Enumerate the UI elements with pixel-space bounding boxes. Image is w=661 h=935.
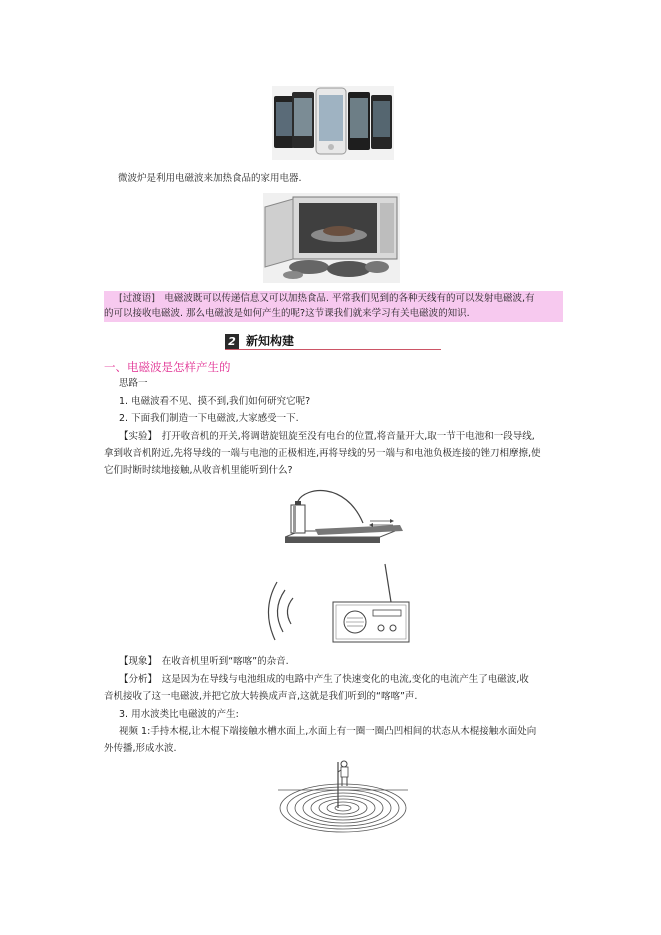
question-1: 1. 电磁波看不见、摸不到,我们如何研究它呢? bbox=[119, 396, 311, 407]
analysis-line-1: 【分析】 这是因为在导线与电池组成的电路中产生了快速变化的电流,变化的电流产生了电磁波,收 bbox=[119, 674, 529, 685]
phones-image bbox=[272, 86, 394, 160]
section-title: 新知构建 bbox=[246, 334, 295, 348]
radio-waves-image bbox=[265, 560, 420, 652]
section-number-badge: 2 bbox=[225, 334, 239, 349]
question-2: 2. 下面我们制造一下电磁波,大家感受一下. bbox=[119, 413, 299, 424]
experiment-line-2: 拿到收音机附近,先将导线的一端与电池的正极相连,再将导线的另一端与和电池负极连接的锉刀相摩擦,使 bbox=[104, 448, 541, 459]
caption-microwave: 微波炉是利用电磁波来加热食品的家用电器. bbox=[118, 173, 302, 184]
heading-1: 一、电磁波是怎样产生的 bbox=[104, 360, 231, 374]
section-header bbox=[225, 332, 445, 350]
transition-line-2: 的可以接收电磁波. 那么电磁波是如何产生的呢?这节课我们就来学习有关电磁波的知识. bbox=[104, 308, 470, 319]
phenomenon: 【现象】 在收音机里听到“喀喀”的杂音. bbox=[119, 656, 289, 667]
transition-line-1: [过渡语] 电磁波既可以传递信息又可以加热食品. 平常我们见到的各种天线有的可以发射电磁波,有 bbox=[119, 293, 535, 304]
video-line-2: 外传播,形成水波. bbox=[104, 743, 177, 754]
experiment-line-3: 它们时断时续地接触,从收音机里能听到什么? bbox=[104, 465, 293, 476]
section-rule bbox=[225, 349, 441, 350]
video-line-1: 视频 1:手持木棍,让木棍下端接触水槽水面上,水面上有一圈一圈凸凹相间的状态从木棍接触水面处向 bbox=[119, 726, 537, 737]
analysis-line-2: 音机接收了这一电磁波,并把它放大转换成声音,这就是我们听到的“喀喀”声. bbox=[104, 691, 418, 702]
thought-label: 思路一 bbox=[119, 378, 148, 389]
microwave-image bbox=[263, 193, 400, 283]
water-ripples-image bbox=[278, 758, 408, 838]
question-3: 3. 用水波类比电磁波的产生: bbox=[119, 709, 239, 720]
experiment-line-1: 【实验】 打开收音机的开关,将调谐旋钮旋至没有电台的位置,将音量开大,取一节干电池和一段导线, bbox=[119, 431, 535, 442]
battery-file-apparatus bbox=[285, 485, 410, 547]
